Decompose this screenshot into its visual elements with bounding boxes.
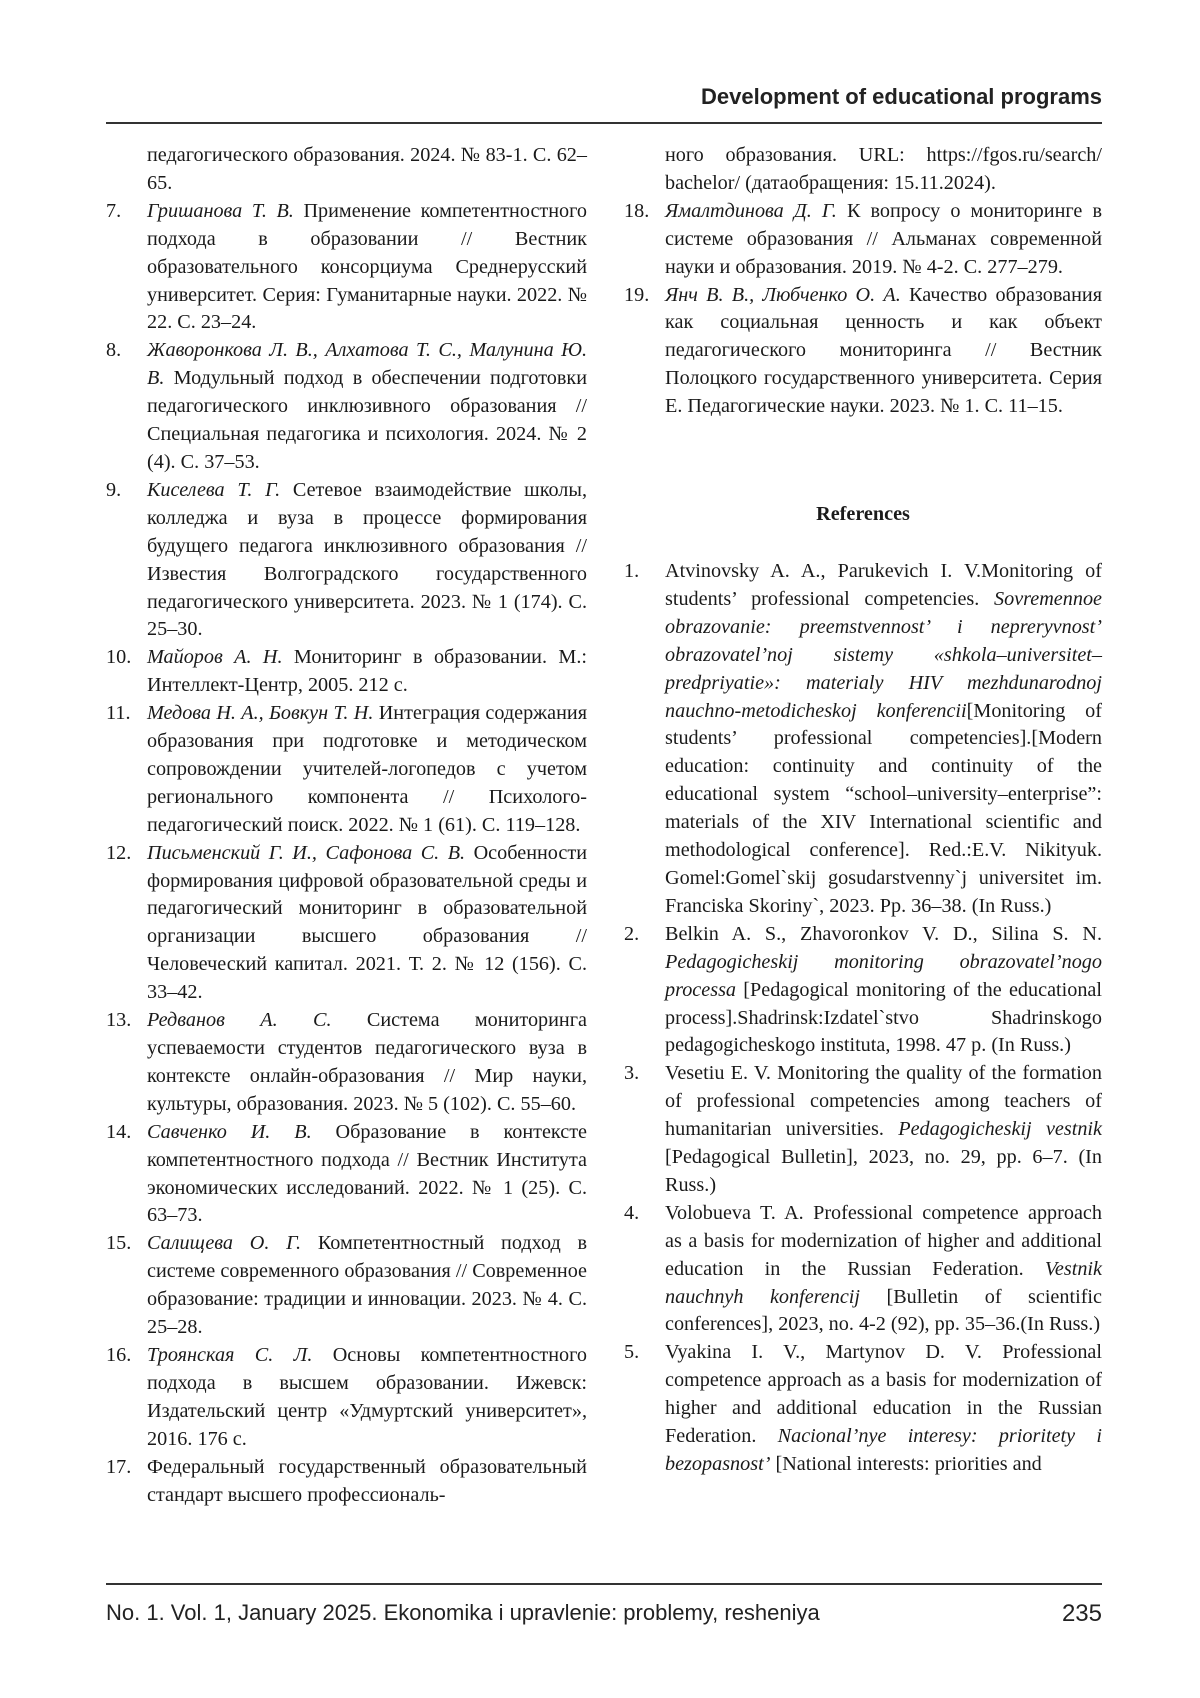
italic-segment: Vestnik nauchnyh konferencij: [665, 1258, 1102, 1308]
italic-segment: Жаворонкова Л. В., Алхатова Т. С., Малунина Ю. В.: [147, 339, 587, 389]
italic-segment: Майоров А. Н.: [147, 646, 283, 668]
reference-item: [106, 198, 587, 338]
right-column: [624, 142, 1102, 421]
running-head: Development of educational programs: [701, 84, 1102, 110]
reference-item: [624, 282, 1102, 422]
text-segment: Мониторинг в образовании. М.: Интеллект-Центр, 2005. 212 с.: [147, 646, 587, 696]
italic-segment: Янч В. В., Любченко О. А.: [665, 284, 901, 306]
italic-segment: Киселева Т. Г.: [147, 479, 280, 501]
text-segment: [Pedagogical Bulletin], 2023, no. 29, pp. 6–7. (In Russ.): [665, 1146, 1102, 1196]
italic-segment: Медова Н. А., Бовкун Т. Н.: [147, 702, 373, 724]
reference-number: 16.: [106, 1342, 131, 1370]
references-heading: References: [624, 503, 1102, 526]
page-number: 235: [1062, 1600, 1102, 1628]
text-segment: педагогического образования. 2024. № 83-1. С. 62–65.: [147, 144, 587, 194]
text-segment: Модульный подход в обеспечении подготовки педагогического инклюзивного образования // Специальная педагогика и психология. 2024. № 2 (4). С. 37–53.: [147, 367, 587, 473]
reference-number: 18.: [624, 198, 649, 226]
text-segment: Vyakina I. V., Martynov D. V. Professional competence approach as a basis for modernization of higher and additional education in the Russian Federation.: [665, 1341, 1102, 1447]
italic-segment: Pedagogicheskij monitoring obrazovatel’nogo processa: [665, 951, 1102, 1001]
text-segment: Особенности формирования цифровой образовательной среды и педагогический мониторинг в образовательной организации высшего образования // Человеческий капитал. 2021. Т. 2. № 12 (156). С. 33–42.: [147, 842, 587, 1004]
text-segment: [National interests: priorities and: [770, 1453, 1041, 1475]
italic-segment: Савченко И. В.: [147, 1121, 312, 1143]
text-segment: [Bulletin of scientific conferences], 2023, no. 4-2 (92), pp. 35–36.(In Russ.): [665, 1286, 1102, 1336]
italic-segment: Sovremennoe obrazovanie: preemstvennost’ i nepreryvnost’ obrazovatel’noj sistemy «shkola–universitet–predpriyatie»: materialy HIV mezhdunarodnoj nauchno-metodicheskoj konferencii: [665, 588, 1102, 722]
reference-number: 17.: [106, 1454, 131, 1482]
reference-item: [624, 1060, 1102, 1200]
italic-segment: Ямалтдинова Д. Г.: [665, 200, 837, 222]
reference-number: 3.: [624, 1060, 639, 1088]
reference-item: [624, 921, 1102, 1061]
journal-citation: No. 1. Vol. 1, January 2025. Ekonomika i upravlenie: problemy, resheniya: [106, 1600, 820, 1628]
reference-item: [624, 1200, 1102, 1340]
reference-item: [624, 1339, 1102, 1479]
reference-item: [106, 337, 587, 477]
reference-number: 5.: [624, 1339, 639, 1367]
text-segment: Сетевое взаимодействие школы, колледжа и вуза в процессе формирования будущего педагога инклюзивного образования // Известия Волгоградского государственного педагогического университета. 2023. № 1 (174). С. 25–30.: [147, 479, 587, 641]
reference-item: [106, 1007, 587, 1119]
italic-segment: Салищева О. Г.: [147, 1232, 301, 1254]
text-segment: Volobueva T. A. Professional competence approach as a basis for modernization of higher and additional education in the Russian Federation.: [665, 1202, 1102, 1280]
reference-number: 2.: [624, 921, 639, 949]
italic-segment: Редванов А. С.: [147, 1009, 332, 1031]
text-segment: ного образования. URL: https://fgos.ru/search/ bachelor/ (датаобращения: 15.11.2024).: [665, 144, 1102, 194]
reference-number: 12.: [106, 840, 131, 868]
text-segment: Vesetiu E. V. Monitoring the quality of the formation of professional competencies among teachers of humanitarian universities.: [665, 1062, 1102, 1140]
italic-segment: Гришанова Т. В.: [147, 200, 294, 222]
reference-item: [106, 1342, 587, 1454]
text-segment: Качество образования как социальная ценность и как объект педагогического мониторинга // Вестник Полоцкого государственного университета. Серия Е. Педагогические науки. 2023. № 1. С. 11–15.: [665, 284, 1102, 418]
text-segment: [Monitoring of students’ professional competencies].[Modern education: continuity and continuity of the educational system “school–university–enterprise”: materials of the XIV International scientific and methodological conference]. Red.:E.V. Nikityuk. Gomel:Gomel`skij gosudarstvenny`j universitet im. Franciska Skoriny`, 2023. Pp. 36–38. (In Russ.): [665, 700, 1102, 917]
text-segment: Система мониторинга успеваемости студентов педагогического вуза в контексте онлайн-образования // Мир науки, культуры, образования. 2023. № 5 (102). С. 55–60.: [147, 1009, 587, 1115]
reference-number: 8.: [106, 337, 121, 365]
reference-number: 11.: [106, 700, 131, 728]
reference-number: 7.: [106, 198, 121, 226]
reference-item: [106, 644, 587, 700]
reference-number: 9.: [106, 477, 121, 505]
header-rule: [106, 122, 1102, 124]
reference-number: 19.: [624, 282, 649, 310]
text-segment: Основы компетентностного подхода в высшем образовании. Ижевск: Издательский центр «Удмуртский университет», 2016. 176 с.: [147, 1344, 587, 1450]
reference-item: [106, 1230, 587, 1342]
text-segment: К вопросу о мониторинге в системе образования // Альманах современной науки и образования. 2019. № 4-2. С. 277–279.: [665, 200, 1102, 278]
italic-segment: Nacional’nye interesy: prioritety i bezopasnost’: [665, 1425, 1102, 1475]
reference-number: 13.: [106, 1007, 131, 1035]
text-segment: [Pedagogical monitoring of the educational process].Shadrinsk:Izdatel`stvo Shadrinskogo pedagogicheskogo instituta, 1998. 47 p. (In Russ.): [665, 979, 1102, 1057]
text-segment: Образование в контексте компетентностного подхода // Вестник Института экономических исследований. 2022. № 1 (25). С. 63–73.: [147, 1121, 587, 1227]
text-segment: Atvinovsky A. A., Parukevich I. V.Monitoring of students’ professional competencies.: [665, 560, 1102, 610]
italic-segment: Pedagogicheskij vestnik: [898, 1118, 1102, 1140]
reference-number: 10.: [106, 644, 131, 672]
reference-number: 4.: [624, 1200, 639, 1228]
italic-segment: Письменский Г. И., Сафонова С. В.: [147, 842, 465, 864]
reference-item: [106, 1119, 587, 1231]
references-list: [624, 558, 1102, 1479]
continued-reference: [106, 142, 587, 198]
italic-segment: Троянская С. Л.: [147, 1344, 312, 1366]
footer-rule: [106, 1583, 1102, 1585]
text-segment: Интеграция содержания образования при подготовке и методическом сопровождении учителей-логопедов с учетом регионального компонента // Психолого-педагогический поиск. 2022. № 1 (61). С. 119–128.: [147, 702, 587, 836]
text-segment: Применение компетентностного подхода в образовании // Вестник образовательного консорциума Среднерусский университет. Серия: Гуманитарные науки. 2022. № 22. С. 23–24.: [147, 200, 587, 334]
left-column: [106, 142, 587, 1509]
reference-item: [106, 477, 587, 644]
text-segment: Компетентностный подход в системе современного образования // Современное образование: традиции и инновации. 2023. № 4. С. 25–28.: [147, 1232, 587, 1338]
footer: [106, 1600, 1102, 1628]
text-segment: Belkin A. S., Zhavoronkov V. D., Silina S. N.: [665, 923, 1102, 945]
reference-item: [106, 1454, 587, 1510]
continued-reference: [624, 142, 1102, 198]
text-segment: Федеральный государственный образовательный стандарт высшего профессиональ-: [147, 1456, 587, 1506]
reference-item: [624, 198, 1102, 282]
reference-item: [106, 840, 587, 1007]
reference-number: 14.: [106, 1119, 131, 1147]
reference-number: 1.: [624, 558, 639, 586]
reference-number: 15.: [106, 1230, 131, 1258]
reference-item: [624, 558, 1102, 921]
reference-item: [106, 700, 587, 840]
